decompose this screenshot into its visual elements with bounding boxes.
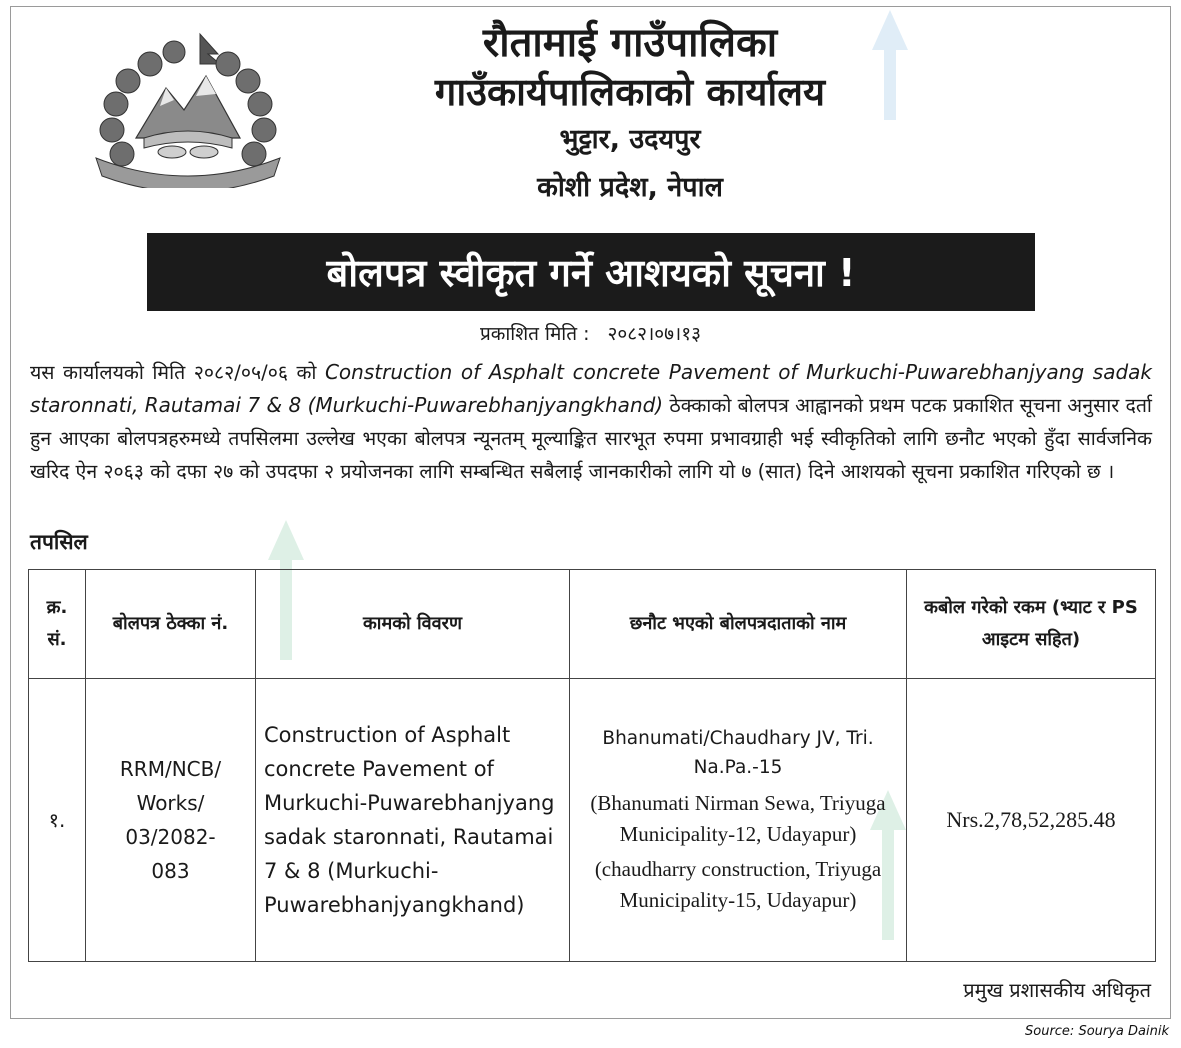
notice-title: बोलपत्र स्वीकृत गर्ने आशयको सूचना !: [326, 251, 856, 295]
header-contract-no: बोलपत्र ठेक्का नं.: [86, 570, 256, 679]
cell-bid-amount: Nrs.2,78,52,285.48: [907, 679, 1156, 962]
header-serial-no: क्र. सं.: [29, 570, 86, 679]
body-project-title: Construction of Asphalt concrete Pavement of Murkuchi-Puwarebhanjyang sadak staronnati, Rautamai 7 & 8 (Murkuchi-Puwarebhanjyangkhand): [30, 360, 1152, 417]
source-credit: Source: Sourya Dainik: [1025, 1024, 1169, 1039]
office-name: रौतामाई गाउँपालिका: [482, 20, 778, 66]
bidder-member-2: (chaudharry construction, Triyuga Municipality-15, Udayapur): [594, 857, 882, 912]
office-address-local: भुट्टार, उदयपुर: [559, 124, 701, 155]
header-selected-bidder: छनौट भएको बोलपत्रदाताको नाम: [570, 570, 907, 679]
published-date: २०८२।०७।१३: [607, 323, 701, 345]
signatory: प्रमुख प्रशासकीय अधिकृत: [963, 978, 1151, 1002]
body-text-part1: यस कार्यालयको मिति २०८२/०५/०६ को: [30, 361, 325, 384]
table-header-row: [29, 570, 1156, 679]
published-label: प्रकाशित मिति :: [479, 323, 590, 345]
bidder-jv-name: Bhanumati/Chaudhary JV, Tri. Na.Pa.-15: [602, 728, 874, 778]
header-work-description: कामको विवरण: [256, 570, 570, 679]
tapasil-heading: तपसिल: [30, 530, 88, 554]
nepal-emblem-icon: [88, 26, 288, 188]
results-table: [28, 569, 1156, 962]
cell-selected-bidder: [570, 679, 907, 962]
cell-serial-no: १.: [29, 679, 86, 962]
bidder-member-1: (Bhanumati Nirman Sewa, Triyuga Municipality-12, Udayapur): [590, 791, 886, 846]
notice-title-banner: [147, 233, 1035, 311]
notice-body: [30, 356, 1152, 488]
cell-work-description: Construction of Asphalt concrete Pavement of Murkuchi-Puwarebhanjyang sadak staronnati, Rautamai 7 & 8 (Murkuchi-Puwarebhanjyangkhand): [256, 679, 570, 962]
header-bid-amount: कबोल गरेको रकम (भ्याट र PS आइटम सहित): [907, 570, 1156, 679]
body-text-part2: ठेक्काको बोलपत्र आह्वानको प्रथम पटक प्रकाशित सूचना अनुसार दर्ता हुन आएका बोलपत्रहरुमध्ये तपसिलमा उल्लेख भएका बोलपत्र न्यूनतम् मूल्याङ्कित सारभूत रुपमा प्रभावग्राही भई स्वीकृतिको लागि छनौट भएको हुँदा सार्वजनिक खरिद ऐन २०६३ को दफा २७ को उपदफा २ प्रयोजनका लागि सम्बन्धित सबैलाई जानकारीको लागि यो ७ (सात) दिने आशयको सूचना प्रकाशित गरिएको छ ।: [30, 394, 1152, 483]
table-row: [29, 679, 1156, 962]
office-header: [300, 18, 960, 212]
office-subtitle: गाउँकार्यपालिकाको कार्यालय: [434, 70, 826, 114]
office-address-province: कोशी प्रदेश, नेपाल: [537, 172, 723, 203]
published-date-line: [0, 320, 1181, 346]
cell-contract-no: RRM/NCB/ Works/ 03/2082-083: [86, 679, 256, 962]
